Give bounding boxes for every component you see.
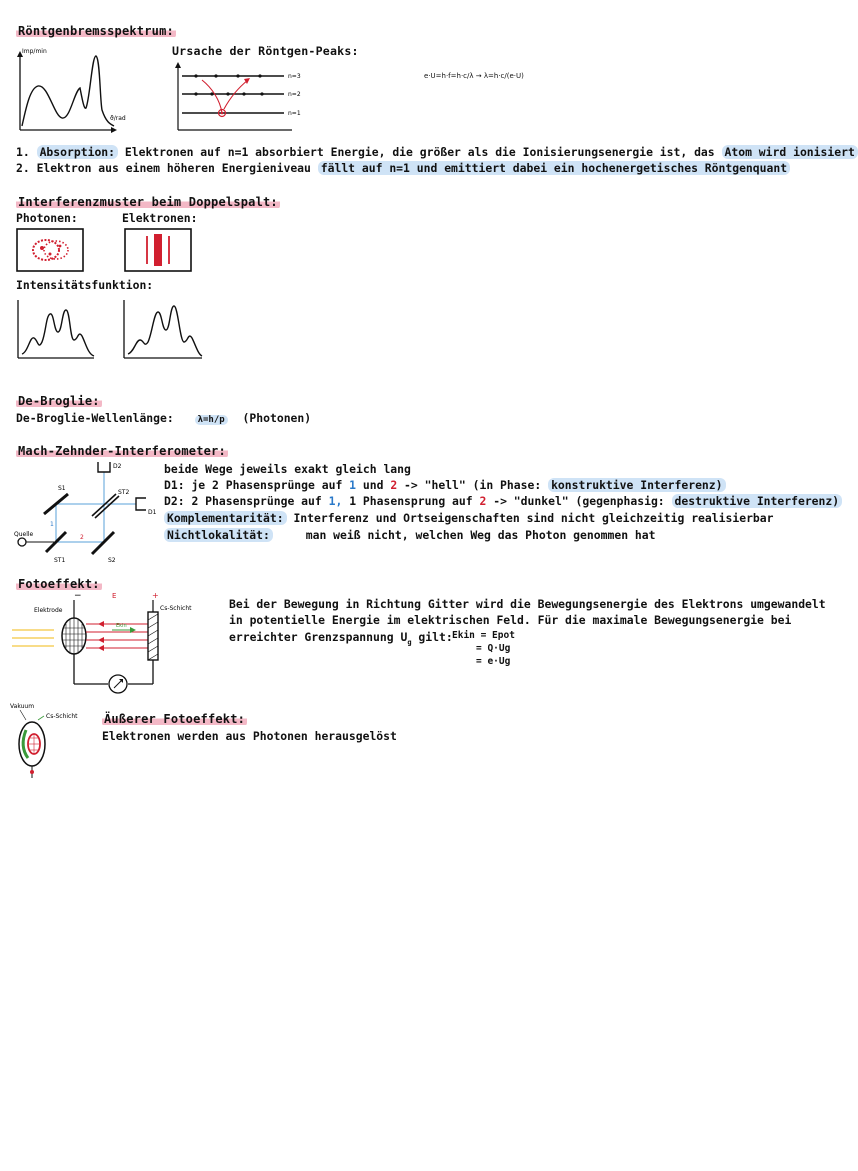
plus-sign: + <box>152 591 159 600</box>
fotoeffekt-eq-1: Ekin = Epot <box>452 630 515 641</box>
roentgen-formula: e·U=h·f=h·c/λ → λ=h·c/(e·U) <box>424 72 524 80</box>
cs-schicht-label: Cs-Schicht <box>160 605 192 612</box>
level-n2: n=2 <box>288 91 301 98</box>
label-photonen: Photonen: <box>16 211 78 225</box>
level-n3: n=3 <box>288 73 301 80</box>
interferenz-heading: Interferenzmuster beim Doppelspalt: <box>18 195 278 209</box>
ekin-label: Ekin <box>116 623 127 629</box>
energy-levels-diagram <box>172 60 312 132</box>
label-elektronen: Elektronen: <box>122 211 198 225</box>
fotoeffekt-eq-2: = Q·Ug <box>476 643 511 654</box>
peaks-heading: Ursache der Röntgen-Peaks: <box>172 44 359 58</box>
machzehnder-heading: Mach-Zehnder-Interferometer: <box>18 444 226 458</box>
lbl-path-1: 1 <box>50 521 54 528</box>
roentgen-item-1: 1. Absorption: Elektronen auf n=1 absorbiert Energie, die größer als die Ionisierungsenergie ist, das Atom wird ionisiert <box>16 145 858 159</box>
lbl-st2: ST2 <box>118 489 130 496</box>
roentgen-heading: Röntgenbremsspektrum: <box>18 24 174 38</box>
fotoeffekt-text-3: erreichter Grenzspannung $U_g$ gilt: <box>229 630 453 647</box>
lbl-d1: D1 <box>148 509 157 516</box>
debroglie-heading: De-Broglie: <box>18 394 100 408</box>
fotoeffekt-text-2: in potentielle Energie im elektrischen Feld. Für die maximale Bewegungsenergie bei <box>229 613 792 627</box>
lbl-d2: D2 <box>113 463 122 470</box>
mz-line1: beide Wege jeweils exakt gleich lang <box>164 462 411 476</box>
elektrode-label: Elektrode <box>34 607 63 614</box>
fotoeffekt-text-1: Bei der Bewegung in Richtung Gitter wird die Bewegungsenergie des Elektrons umgewandelt <box>229 597 826 611</box>
mz-line-d1: D1: je 2 Phasensprünge auf 1 und 2 -> "hell" (in Phase: konstruktive Interferenz) <box>164 478 726 492</box>
fotoeffekt-heading: Fotoeffekt: <box>18 577 100 591</box>
roentgen-item-2: 2. Elektron aus einem höheren Energieniveau fällt auf n=1 und emittiert dabei ein hochenergetisches Röntgenquant <box>16 161 790 175</box>
roentgen-spectrum-graph <box>14 48 124 134</box>
aeusserer-text: Elektronen werden aus Photonen herausgelöst <box>102 729 397 743</box>
mz-line-d2: D2: 2 Phasensprünge auf 1, 1 Phasensprung auf 2 -> "dunkel" (gegenphasig: destruktive Interferenz) <box>164 494 842 508</box>
intensity-graph-photonen <box>14 296 96 362</box>
aeusserer-heading: Äußerer Fotoeffekt: <box>104 712 246 726</box>
fotoeffekt-diagram <box>12 590 212 694</box>
photonen-pattern <box>16 228 84 272</box>
vakuum-label: Vakuum <box>10 703 35 710</box>
fotozelle-diagram <box>10 700 100 784</box>
lbl-st1: ST1 <box>54 557 66 564</box>
minus-sign: − <box>74 591 82 601</box>
intensity-graph-elektronen <box>120 296 204 362</box>
lbl-s1: S1 <box>58 485 66 492</box>
mz-line-komp: Komplementarität: Interferenz und Ortseigenschaften sind nicht gleichzeitig realisierbar <box>164 511 774 525</box>
cs-schicht2-label: Cs-Schicht <box>46 713 78 720</box>
label-intensitaet: Intensitätsfunktion: <box>16 278 154 292</box>
mz-line-nicht: Nichtlokalität: man weiß nicht, welchen Weg das Photon genommen hat <box>164 528 655 542</box>
lbl-quelle: Quelle <box>14 531 34 538</box>
lbl-path-2: 2 <box>80 534 84 541</box>
debroglie-line: De-Broglie-Wellenlänge: λ=h/p (Photonen) <box>16 411 312 425</box>
machzehnder-diagram <box>14 458 164 570</box>
axis-y-label: Imp/min <box>22 48 47 55</box>
e-field-label: E <box>112 592 117 600</box>
level-n1: n=1 <box>288 110 301 117</box>
lbl-s2: S2 <box>108 557 116 564</box>
elektronen-pattern <box>124 228 192 272</box>
axis-x-label: ϑ/rad <box>110 115 126 122</box>
fotoeffekt-eq-3: = e·Ug <box>476 656 511 667</box>
